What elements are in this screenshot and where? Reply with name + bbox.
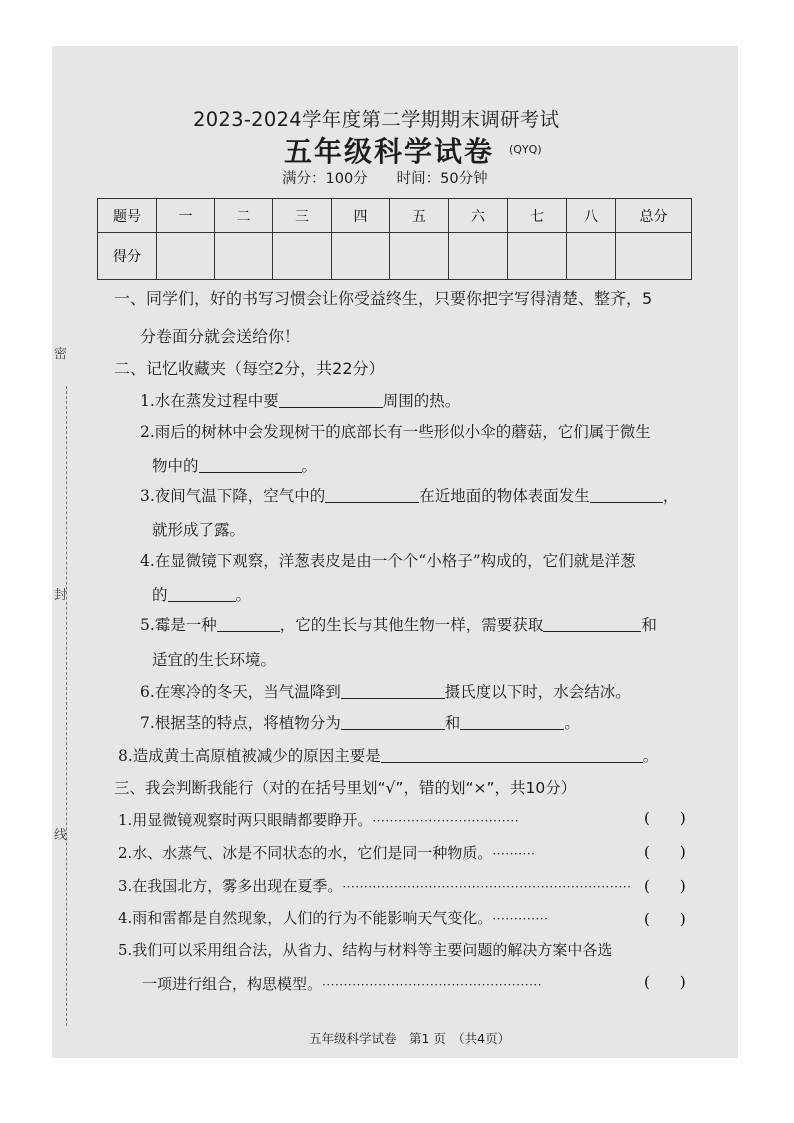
question-2-4-line1: 4.在显微镜下观察，洋葱表皮是由一个个“小格子”构成的，它们就是洋葱 [140,552,636,570]
question-text: 6.在寒冷的冬天，当气温降到 [140,683,341,701]
leader-dots: ·········· [492,847,536,861]
question-text: 周围的热。 [382,392,461,410]
answer-blank[interactable] [168,586,236,602]
score-entry-cell[interactable] [332,233,390,280]
exam-code: (QYQ) [509,143,542,156]
question-text: 4.雨和雷都是自然现象，人们的行为不能影响天气变化。 [118,909,493,927]
answer-blank[interactable] [217,616,280,632]
question-text: 8.造成黄土高原植被减少的原因主要是 [118,747,381,765]
question-text: 。 [235,586,252,604]
score-entry-cell[interactable] [215,233,273,280]
question-2-5-line1 [140,613,657,635]
question-text: 5.霉是一种 [140,616,217,634]
section1-line1: 一、同学们，好的书写习惯会让你受益终生，只要你把字写得清楚、整齐，5 [114,289,653,308]
answer-blank[interactable] [460,714,564,730]
judge-item-3 [118,875,631,896]
question-2-7 [140,711,580,733]
page-footer: 五年级科学试卷 第1 页 （共4页） [309,1031,511,1046]
table-cell: 二 [215,199,273,233]
answer-paren[interactable]: ( ) [644,809,686,827]
score-time-info: 满分：100分 时间：50分钟 [282,171,488,187]
question-text: ， [662,487,679,505]
question-text: 一项进行组合，构思模型。 [142,975,323,993]
margin-label-feng: 封 [54,588,68,603]
exam-title-line2: 五年级科学试卷 [284,135,495,168]
leader-dots: ··················································· [322,978,543,992]
question-2-2-line2 [152,454,317,476]
question-text: 。 [564,714,580,732]
question-text: 的 [152,586,168,604]
question-text: 1.水在蒸发过程中要 [140,392,279,410]
score-entry-cell[interactable] [567,233,616,280]
score-table-score-row [98,233,692,280]
question-text: ，它的生长与其他生物一样，需要获取 [279,616,544,634]
score-entry-cell[interactable] [616,233,692,280]
answer-blank[interactable] [590,487,663,503]
exam-paper [52,46,738,1058]
question-2-2-line1: 2.雨后的树林中会发现树干的底部长有一些形似小伞的蘑菇，它们属于微生 [140,423,651,441]
answer-blank[interactable] [341,714,445,730]
question-text: 7.根据茎的特点，将植物分为 [140,714,341,732]
question-text: 1.用显微镜观察时两只眼睛都要睁开。 [118,811,373,829]
question-text: 和 [641,616,657,634]
question-2-3-line1 [140,484,678,506]
table-cell: 三 [273,199,332,233]
question-text: 在近地面的物体表面发生 [419,487,590,505]
question-text: 。 [642,747,659,765]
table-cell: 一 [157,199,215,233]
question-text: 3.在我国北方，雾多出现在夏季。 [118,877,343,895]
question-2-1 [140,389,460,411]
judge-item-5-line1: 5.我们可以采用组合法，从省力、结构与材料等主要问题的解决方案中各选 [118,941,613,959]
section2-title: 二、记忆收藏夹（每空2分，共22分） [114,359,385,378]
answer-paren[interactable]: ( ) [644,877,686,895]
answer-paren[interactable]: ( ) [644,973,686,991]
score-entry-cell[interactable] [273,233,332,280]
judge-item-2 [118,842,535,863]
table-cell: 六 [449,199,508,233]
score-entry-cell[interactable] [508,233,567,280]
score-table [97,198,692,280]
leader-dots: ··································································· [342,880,632,894]
answer-blank[interactable] [199,457,302,473]
score-entry-cell[interactable] [157,233,215,280]
table-cell: 总分 [616,199,692,233]
question-2-8 [118,744,658,766]
table-cell: 题号 [98,199,157,233]
section3-title: 三、我会判断我能行（对的在括号里划“√”，错的划“×”，共10分） [114,779,577,797]
question-2-3-line2: 就形成了露。 [152,521,246,539]
table-cell: 得分 [98,233,157,280]
leader-dots: ·································· [372,814,520,828]
question-text: 和 [444,714,461,732]
answer-blank[interactable] [543,616,641,632]
table-cell: 八 [567,199,616,233]
judge-item-5-line2 [142,973,542,994]
score-entry-cell[interactable] [449,233,508,280]
answer-blank[interactable] [381,747,643,763]
table-cell: 四 [332,199,390,233]
judge-item-1 [118,809,519,830]
question-text: 摄氏度以下时，水会结冰。 [444,683,631,701]
margin-label-xian: 线 [54,828,68,843]
table-cell: 五 [390,199,449,233]
question-text: 2.水、水蒸气、冰是不同状态的水，它们是同一种物质。 [118,844,493,862]
question-2-5-line2: 适宜的生长环境。 [152,651,277,669]
answer-blank[interactable] [325,487,419,503]
question-text: 。 [301,457,318,475]
judge-item-4 [118,907,548,928]
answer-paren[interactable]: ( ) [644,910,686,928]
answer-paren[interactable]: ( ) [644,843,686,861]
question-2-4-line2 [152,583,251,605]
table-cell: 七 [508,199,567,233]
leader-dots: ············· [492,912,549,926]
exam-title-line1: 2023-2024学年度第二学期期末调研考试 [193,108,560,131]
seal-dashed-line [66,386,67,1026]
score-entry-cell[interactable] [390,233,449,280]
answer-blank[interactable] [341,683,445,699]
margin-label-mi: 密 [54,347,68,362]
question-2-6 [140,680,631,702]
question-text: 物中的 [152,457,199,475]
question-text: 3.夜间气温下降，空气中的 [140,487,326,505]
section1-line2: 分卷面分就会送给你！ [140,327,301,346]
answer-blank[interactable] [279,392,383,408]
score-table-header-row [98,199,692,233]
